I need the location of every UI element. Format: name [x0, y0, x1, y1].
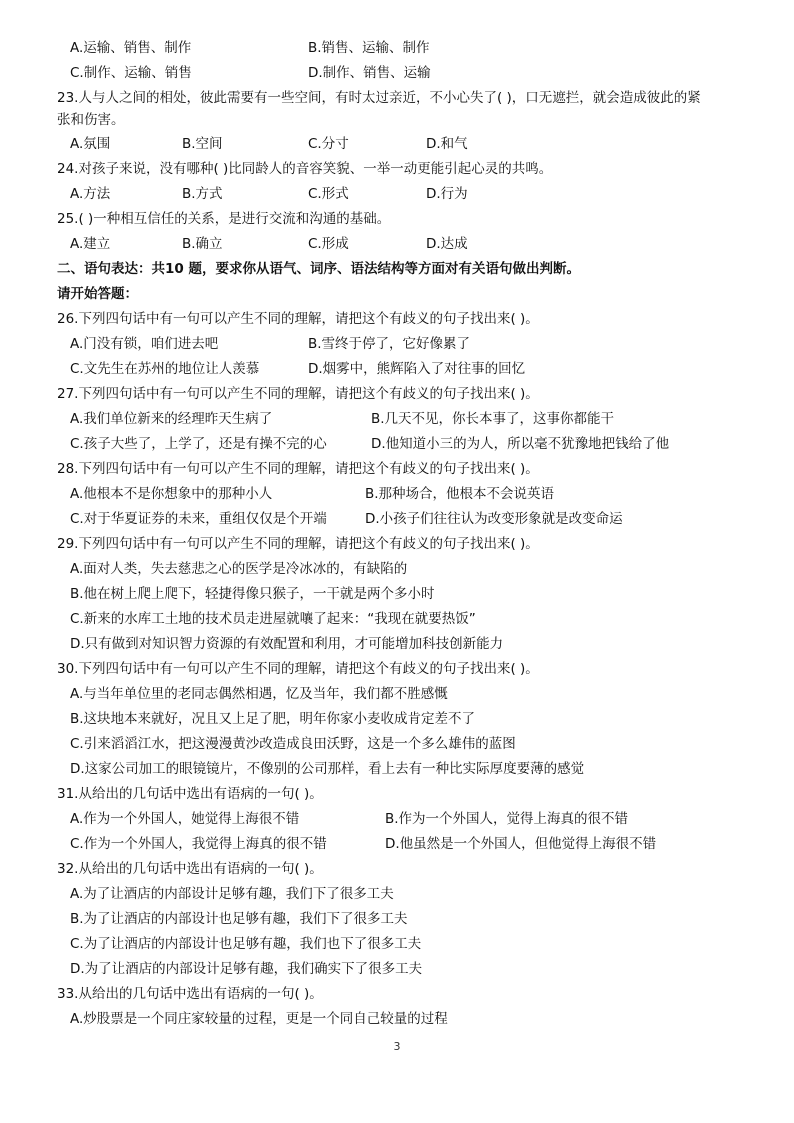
q33-stem-text: 33.从给出的几句话中选出有语病的一句( )。 — [57, 986, 323, 1002]
section-2-start — [0, 282, 794, 306]
q25-options — [0, 232, 794, 256]
q23-option-b: B.空间 — [182, 136, 223, 152]
q30-stem — [0, 657, 794, 681]
q22-options-row2 — [0, 61, 794, 85]
q32-option-c-row — [0, 932, 794, 956]
q31-option-d: D.他虽然是一个外国人，但他觉得上海很不错 — [385, 836, 657, 852]
q26-option-a: A.门没有锁，咱们进去吧 — [70, 336, 219, 352]
q27-option-b: B.几天不见，你长本事了，这事你都能干 — [371, 411, 615, 427]
q27-stem — [0, 382, 794, 406]
q29-stem-text: 29.下列四句话中有一句可以产生不同的理解，请把这个有歧义的句子找出来( )。 — [57, 536, 539, 552]
q28-option-a: A.他根本不是你想象中的那种小人 — [70, 486, 273, 502]
q32-option-d-row — [0, 957, 794, 981]
q31-option-a: A.作为一个外国人，她觉得上海很不错 — [70, 811, 300, 827]
q29-stem — [0, 532, 794, 556]
q25-option-a: A.建立 — [70, 236, 111, 252]
section-2-heading — [0, 257, 794, 281]
q31-stem — [0, 782, 794, 806]
q29-option-a: A.面对人类，失去慈悲之心的医学是冷冰冰的，有缺陷的 — [70, 561, 408, 577]
q29-option-c: C.新来的水库工土地的技术员走进屋就嚷了起来：“我现在就要热饭” — [70, 611, 476, 627]
q29-option-d: D.只有做到对知识智力资源的有效配置和利用，才可能增加科技创新能力 — [70, 636, 504, 652]
q22-options-row1 — [0, 36, 794, 60]
q28-option-b: B.那种场合，他根本不会说英语 — [365, 486, 555, 502]
q27-stem-text: 27.下列四句话中有一句可以产生不同的理解，请把这个有歧义的句子找出来( )。 — [57, 386, 539, 402]
q30-option-c: C.引来滔滔江水，把这漫漫黄沙改造成良田沃野，这是一个多么雄伟的蓝图 — [70, 736, 516, 752]
q30-option-b-row — [0, 707, 794, 731]
q29-option-d-row — [0, 632, 794, 656]
q24-option-a: A.方法 — [70, 186, 111, 202]
q30-option-d-row — [0, 757, 794, 781]
q23-option-c: C.分寸 — [308, 136, 349, 152]
q26-option-b: B.雪终于停了，它好像累了 — [308, 336, 471, 352]
q24-option-c: C.形式 — [308, 186, 349, 202]
q28-stem-text: 28.下列四句话中有一句可以产生不同的理解，请把这个有歧义的句子找出来( )。 — [57, 461, 539, 477]
q22-option-a: A.运输、销售、制作 — [70, 40, 192, 56]
q29-option-b-row — [0, 582, 794, 606]
q23-stem-text-2: 张和伤害。 — [57, 112, 125, 128]
q30-option-b: B.这块地本来就好，况且又上足了肥，明年你家小麦收成肯定差不了 — [70, 711, 476, 727]
q31-options-row1 — [0, 807, 794, 831]
q27-options-row2 — [0, 432, 794, 456]
q24-stem-text: 24.对孩子来说，没有哪种( )比同龄人的音容笑貌、一举一动更能引起心灵的共鸣。 — [57, 161, 553, 177]
q32-option-a: A.为了让酒店的内部设计足够有趣，我们下了很多工夫 — [70, 886, 394, 902]
q23-option-d: D.和气 — [426, 136, 468, 152]
q32-option-c: C.为了让酒店的内部设计也足够有趣，我们也下了很多工夫 — [70, 936, 422, 952]
q24-option-d: D.行为 — [426, 186, 468, 202]
q25-stem — [0, 207, 794, 231]
q26-stem-text: 26.下列四句话中有一句可以产生不同的理解，请把这个有歧义的句子找出来( )。 — [57, 311, 539, 327]
q24-option-b: B.方式 — [182, 186, 223, 202]
q25-stem-text: 25.( )一种相互信任的关系，是进行交流和沟通的基础。 — [57, 211, 391, 227]
q31-stem-text: 31.从给出的几句话中选出有语病的一句( )。 — [57, 786, 323, 802]
q27-options-row1 — [0, 407, 794, 431]
q27-option-a: A.我们单位新来的经理昨天生病了 — [70, 411, 273, 427]
q31-options-row2 — [0, 832, 794, 856]
q30-option-a-row — [0, 682, 794, 706]
q28-stem — [0, 457, 794, 481]
q33-option-a: A.炒股票是一个同庄家较量的过程，更是一个同自己较量的过程 — [70, 1011, 448, 1027]
q29-option-a-row — [0, 557, 794, 581]
q30-stem-text: 30.下列四句话中有一句可以产生不同的理解，请把这个有歧义的句子找出来( )。 — [57, 661, 539, 677]
q26-stem — [0, 307, 794, 331]
q32-option-b: B.为了让酒店的内部设计也足够有趣，我们下了很多工夫 — [70, 911, 408, 927]
q32-option-d: D.为了让酒店的内部设计足够有趣，我们确实下了很多工夫 — [70, 961, 423, 977]
q23-option-a: A.氛围 — [70, 136, 111, 152]
q27-option-d: D.他知道小三的为人，所以毫不犹豫地把钱给了他 — [371, 436, 670, 452]
q24-stem — [0, 157, 794, 181]
q28-options-row1 — [0, 482, 794, 506]
q30-option-c-row — [0, 732, 794, 756]
q25-option-c: C.形成 — [308, 236, 349, 252]
q29-option-b: B.他在树上爬上爬下，轻捷得像只猴子，一干就是两个多小时 — [70, 586, 435, 602]
q28-option-c: C.对于华夏证券的未来，重组仅仅是个开端 — [70, 511, 327, 527]
q25-option-d: D.达成 — [426, 236, 468, 252]
q30-option-a: A.与当年单位里的老同志偶然相遇，忆及当年，我们都不胜感慨 — [70, 686, 448, 702]
q23-options — [0, 132, 794, 156]
q33-option-a-row — [0, 1007, 794, 1031]
q30-option-d: D.这家公司加工的眼镜镜片，不像别的公司那样，看上去有一种比实际厚度要薄的感觉 — [70, 761, 585, 777]
q32-option-a-row — [0, 882, 794, 906]
q32-stem-text: 32.从给出的几句话中选出有语病的一句( )。 — [57, 861, 323, 877]
q23-stem-line1 — [0, 86, 794, 110]
q24-options — [0, 182, 794, 206]
q27-option-c: C.孩子大些了，上学了，还是有操不完的心 — [70, 436, 327, 452]
section-2-start-text: 请开始答题： — [57, 286, 138, 302]
q32-option-b-row — [0, 907, 794, 931]
q26-options-row1 — [0, 332, 794, 356]
q23-stem-line2 — [0, 108, 794, 132]
q32-stem — [0, 857, 794, 881]
q28-option-d: D.小孩子们往往认为改变形象就是改变命运 — [365, 511, 623, 527]
q26-options-row2 — [0, 357, 794, 381]
q33-stem — [0, 982, 794, 1006]
page-number: 3 — [393, 1040, 401, 1053]
q31-option-c: C.作为一个外国人，我觉得上海真的很不错 — [70, 836, 327, 852]
q22-option-b: B.销售、运输、制作 — [308, 40, 430, 56]
q29-option-c-row — [0, 607, 794, 631]
q22-option-c: C.制作、运输、销售 — [70, 65, 192, 81]
q22-option-d: D.制作、销售、运输 — [308, 65, 431, 81]
section-2-heading-text: 二、语句表达：共10 题，要求你从语气、词序、语法结构等方面对有关语句做出判断。 — [57, 261, 580, 277]
q23-stem-text: 23.人与人之间的相处，彼此需要有一些空间，有时太过亲近，不小心失了( )，口无遮拦，就会造成彼此的紧 — [57, 90, 701, 106]
q25-option-b: B.确立 — [182, 236, 223, 252]
q31-option-b: B.作为一个外国人，觉得上海真的很不错 — [385, 811, 629, 827]
q28-options-row2 — [0, 507, 794, 531]
q26-option-c: C.文先生在苏州的地位让人羡慕 — [70, 361, 260, 377]
q26-option-d: D.烟雾中，熊辉陷入了对往事的回忆 — [308, 361, 526, 377]
